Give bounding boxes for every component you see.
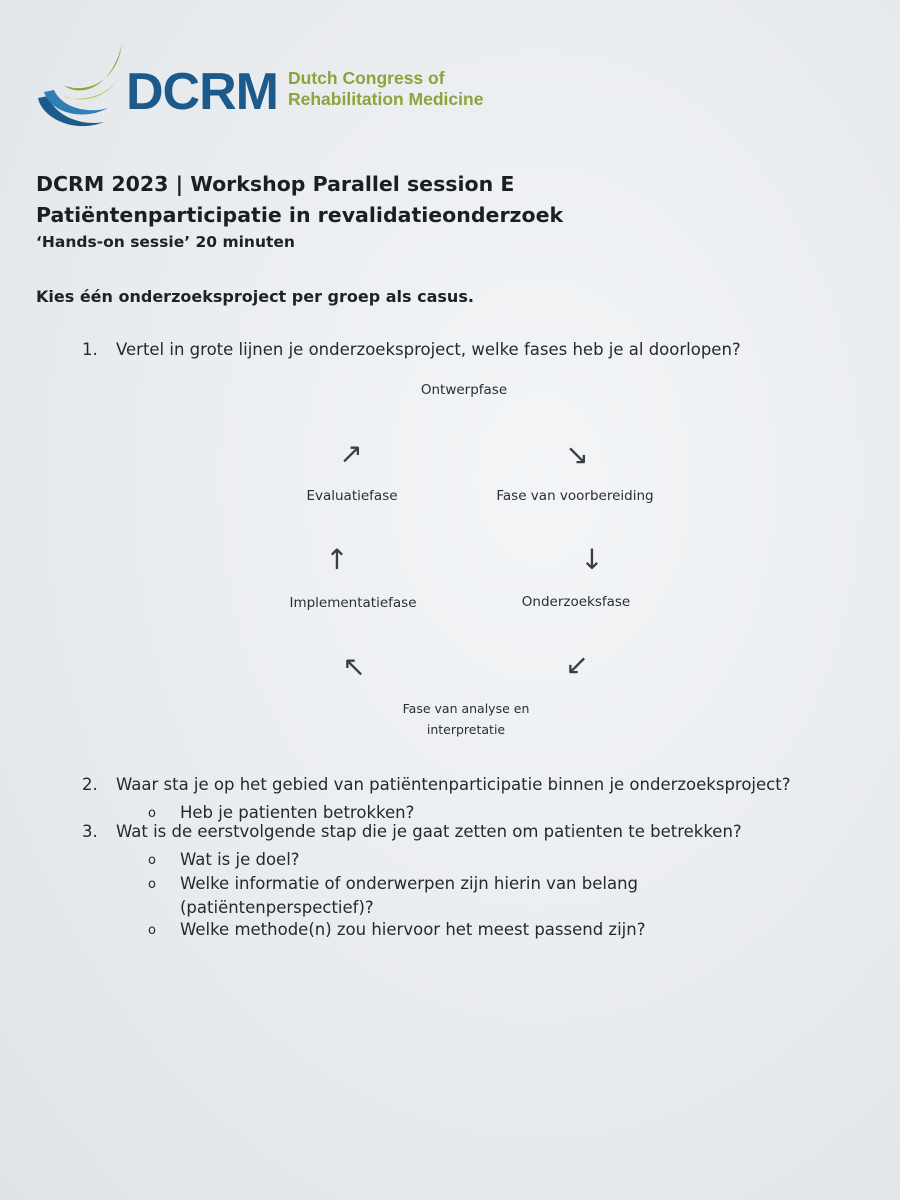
dcrm-logo: [34, 38, 514, 134]
phase-evaluatie: Evaluatiefase: [306, 488, 398, 504]
phase-voorbereiding: Fase van voorbereiding: [496, 488, 654, 504]
bullet-circle-icon: o: [148, 806, 156, 821]
arrow-down-left-icon: ↙: [565, 648, 589, 681]
question-number: 1.: [82, 340, 98, 359]
question-number: 2.: [82, 775, 98, 794]
logo-acronym: DCRM: [126, 63, 278, 121]
logo-subtitle: [288, 68, 483, 110]
phase-analyse-line1: Fase van analyse en: [402, 701, 530, 716]
arrow-up-left-icon: ↖: [342, 650, 366, 683]
phase-ontwerp: Ontwerpfase: [420, 382, 508, 398]
instruction-text: Kies één onderzoeksproject per groep als casus.: [36, 287, 474, 306]
question-text: Waar sta je op het gebied van patiëntenparticipatie binnen je onderzoeksproject?: [116, 775, 791, 794]
logo-subtitle-line2: Rehabilitation Medicine: [288, 89, 484, 109]
bullet-circle-icon: o: [148, 877, 156, 892]
subitem-text: (patiëntenperspectief)?: [180, 898, 374, 917]
document-subtitle: ‘Hands-on sessie’ 20 minuten: [36, 233, 295, 251]
phase-onderzoek: Onderzoeksfase: [521, 594, 631, 610]
subitem-text: Wat is je doel?: [180, 850, 300, 869]
bullet-circle-icon: o: [148, 923, 156, 938]
phase-implementatie: Implementatiefase: [289, 595, 417, 611]
logo-subtitle-line1: Dutch Congress of: [288, 68, 445, 88]
bullet-circle-icon: o: [148, 853, 156, 868]
subitem-text: Welke methode(n) zou hiervoor het meest passend zijn?: [180, 920, 646, 939]
document-title: DCRM 2023 | Workshop Parallel session E: [36, 172, 515, 196]
phase-analyse-line2: interpretatie: [426, 722, 506, 737]
arrow-up-right-icon: ↗: [339, 437, 363, 470]
arrow-down-icon: ↓: [580, 543, 604, 576]
dcrm-swoosh-icon: [34, 38, 134, 134]
document-title-line2: Patiëntenparticipatie in revalidatieonderzoek: [36, 203, 564, 227]
question-text: Wat is de eerstvolgende stap die je gaat zetten om patienten te betrekken?: [116, 822, 742, 841]
arrow-up-icon: ↑: [325, 543, 349, 576]
subitem-text: Heb je patienten betrokken?: [180, 803, 415, 822]
arrow-down-right-icon: ↘: [565, 438, 589, 471]
question-text: Vertel in grote lijnen je onderzoeksproject, welke fases heb je al doorlopen?: [116, 340, 741, 359]
question-number: 3.: [82, 822, 98, 841]
subitem-text: Welke informatie of onderwerpen zijn hierin van belang: [180, 874, 639, 893]
phase-analyse: [403, 698, 530, 740]
